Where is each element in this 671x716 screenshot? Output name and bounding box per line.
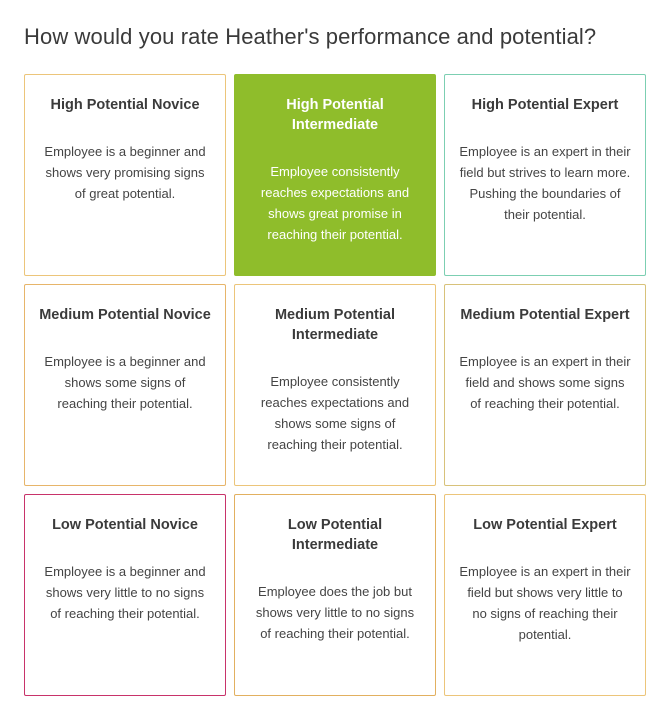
card-medium-potential-novice[interactable] <box>24 284 226 486</box>
card-description: Employee is an expert in their field and shows some signs of reaching their potential. <box>459 354 631 411</box>
card-description: Employee is a beginner and shows very little to no signs of reaching their potential. <box>44 564 206 621</box>
card-description: Employee does the job but shows very little to no signs of reaching their potential. <box>255 584 415 641</box>
card-low-potential-novice[interactable] <box>24 494 226 696</box>
card-title: Low Potential Novice <box>52 517 198 533</box>
card-title: High Potential Novice <box>50 97 200 113</box>
card-description: Employee is a beginner and shows very promising signs of great potential. <box>44 144 206 201</box>
card-description: Employee is an expert in their field but strives to learn more. Pushing the boundaries of their potential. <box>459 144 631 222</box>
card-title: Low Potential Expert <box>473 517 617 533</box>
card-description: Employee consistently reaches expectations and shows great promise in reaching their potential. <box>260 164 410 242</box>
card-title: High Potential Expert <box>471 97 619 113</box>
card-high-potential-expert[interactable] <box>444 74 646 276</box>
rating-grid <box>24 74 646 696</box>
question-title: How would you rate Heather's performance and potential? <box>24 24 597 49</box>
card-title: Low Potential Intermediate <box>287 517 383 553</box>
card-title: Medium Potential Novice <box>39 307 211 323</box>
card-high-potential-novice[interactable] <box>24 74 226 276</box>
card-description: Employee is a beginner and shows some signs of reaching their potential. <box>44 354 206 411</box>
card-low-potential-expert[interactable] <box>444 494 646 696</box>
card-title: Medium Potential Intermediate <box>274 307 396 343</box>
card-medium-potential-expert[interactable] <box>444 284 646 486</box>
card-low-potential-intermediate[interactable] <box>234 494 436 696</box>
card-description: Employee consistently reaches expectations and shows some signs of reaching their potential. <box>260 374 410 452</box>
card-title: Medium Potential Expert <box>460 307 630 323</box>
card-medium-potential-intermediate[interactable] <box>234 284 436 486</box>
card-description: Employee is an expert in their field but shows very little to no signs of reaching their potential. <box>459 564 631 642</box>
card-high-potential-intermediate[interactable] <box>234 74 436 276</box>
card-title: High Potential Intermediate <box>286 97 384 133</box>
